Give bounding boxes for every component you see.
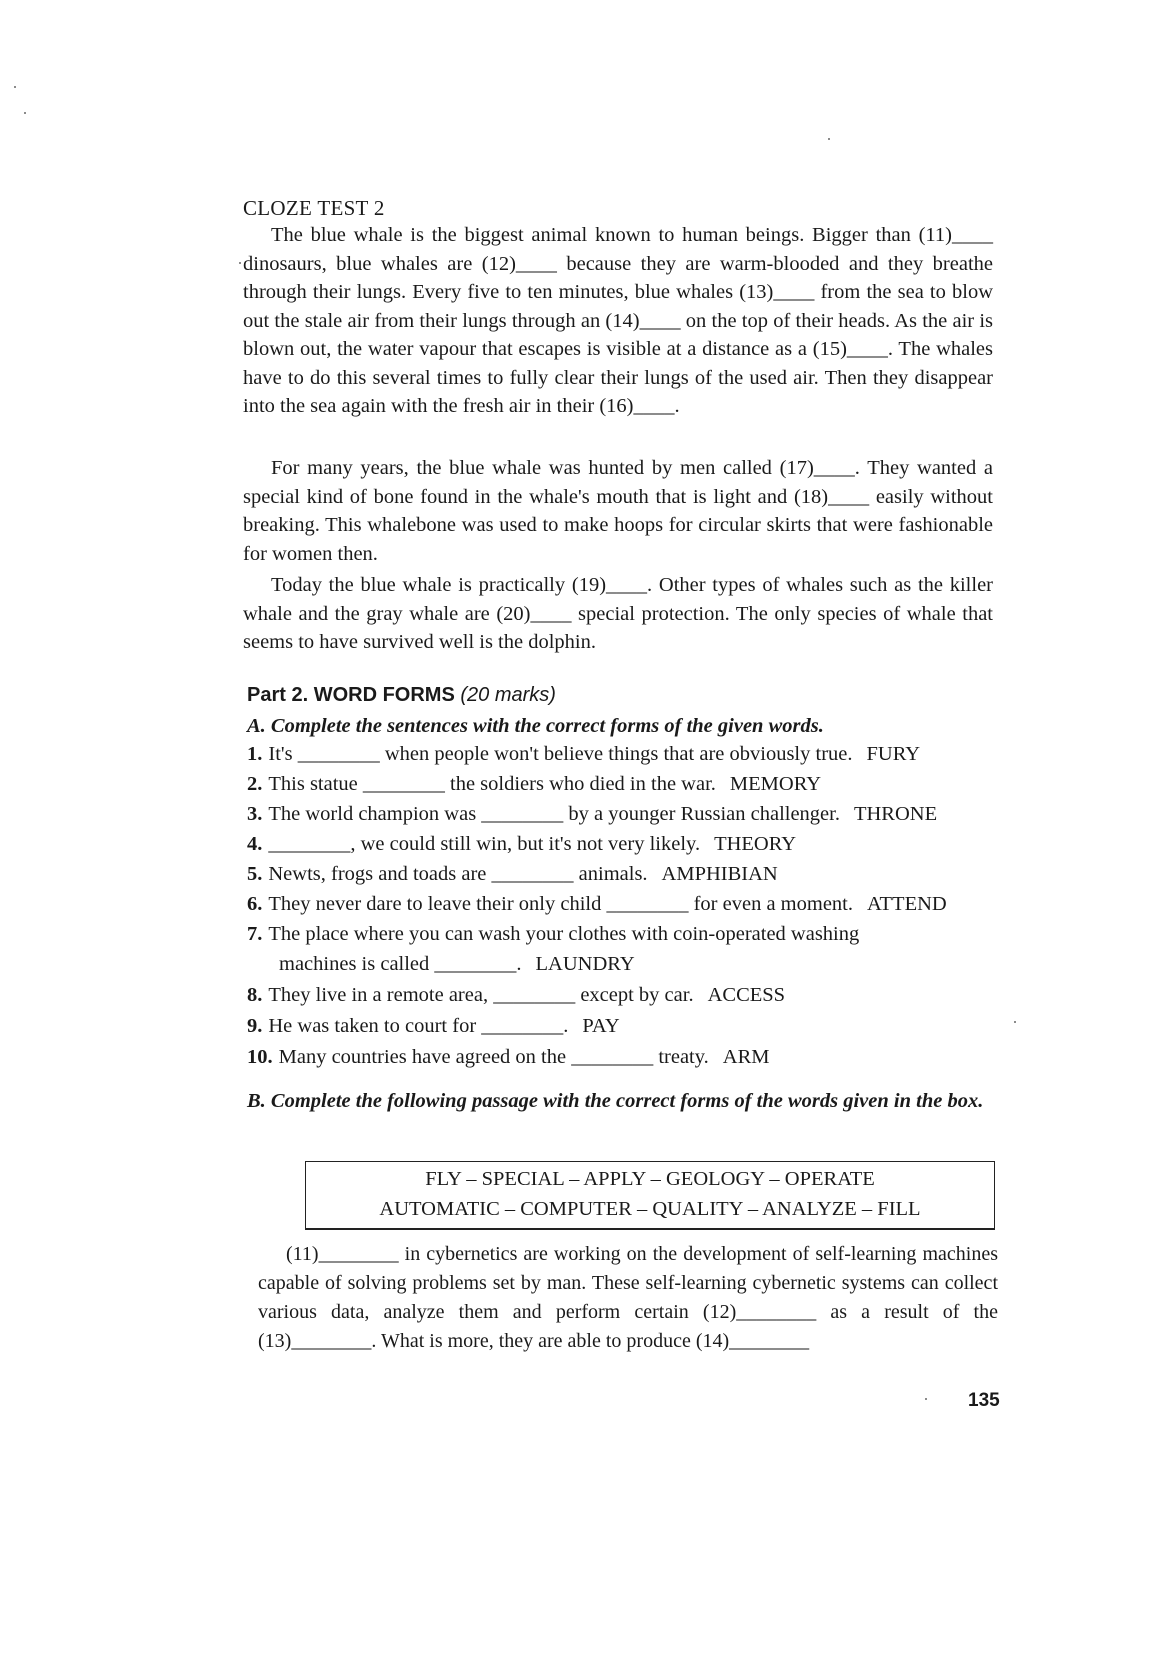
item-number: 10.	[247, 1046, 273, 1068]
item-root-word: AMPHIBIAN	[661, 863, 778, 885]
word-box	[305, 1161, 995, 1230]
item-continuation	[247, 949, 997, 979]
word-form-item	[247, 1011, 997, 1041]
item-root-word: THEORY	[714, 833, 797, 855]
cloze-paragraph-1: The blue whale is the biggest animal known to human beings. Bigger than (11)____ dinosaurs, blue whales are (12)____ because they are warm-blooded and they breathe through their lungs. Every five to ten minutes, blue whales (13)____ from the sea to blow out the stale air from their lungs through an (14)____ on the top of their heads. As the air is blown out, the water vapour that escapes is visible at a distance as a (15)____. The whales have to do this several times to fully clear their lungs of the used air. Then they disappear into the sea again with the fresh air in their (16)____.	[243, 224, 993, 417]
word-form-item	[247, 980, 997, 1010]
cloze-heading: CLOZE TEST 2	[243, 196, 385, 220]
item-number: 4.	[247, 833, 263, 855]
item-sentence-continued: machines is called ________.	[279, 953, 522, 975]
item-sentence: Many countries have agreed on the ________ treaty.	[278, 1046, 709, 1068]
item-number: 3.	[247, 803, 263, 825]
item-sentence: They never dare to leave their only child ________ for even a moment.	[268, 893, 853, 915]
word-form-item	[247, 889, 997, 919]
item-number: 5.	[247, 863, 263, 885]
scan-speck	[239, 262, 241, 264]
part2-title	[247, 684, 556, 707]
item-sentence: ________, we could still win, but it's not very likely.	[268, 833, 701, 855]
word-form-item	[247, 919, 997, 979]
scan-speck	[925, 1398, 927, 1400]
item-sentence: It's ________ when people won't believe things that are obviously true.	[268, 743, 853, 765]
item-root-word: FURY	[866, 743, 921, 765]
item-root-word: ACCESS	[707, 984, 786, 1006]
item-sentence: This statue ________ the soldiers who died in the war.	[268, 773, 716, 795]
instruction-a: A. Complete the sentences with the correct forms of the given words.	[247, 715, 824, 737]
item-root-word: LAUNDRY	[535, 953, 635, 975]
item-number: 7.	[247, 923, 263, 945]
passage-text: (11)________ in cybernetics are working on the development of self-learning machines capable of solving problems set by man. These self-learning cybernetic systems can collect various data, analyze them and perform certain (12)________ as a result of the (13)________. What is more, they are able to produce (14)________	[258, 1243, 998, 1352]
word-form-item	[247, 1042, 997, 1072]
word-form-item	[247, 829, 997, 859]
page-number: 135	[968, 1390, 1000, 1411]
item-sentence: He was taken to court for ________.	[268, 1015, 569, 1037]
word-form-item	[247, 769, 997, 799]
word-form-item	[247, 859, 997, 889]
item-sentence: The world champion was ________ by a younger Russian challenger.	[268, 803, 840, 825]
item-number: 2.	[247, 773, 263, 795]
cloze-paragraph-3: Today the blue whale is practically (19)____. Other types of whales such as the killer whale and the gray whale are (20)____ special protection. The only species of whale that seems to have survived well is the dolphin.	[243, 574, 993, 653]
item-root-word: MEMORY	[729, 773, 822, 795]
word-form-item	[247, 799, 997, 829]
item-number: 9.	[247, 1015, 263, 1037]
item-number: 6.	[247, 893, 263, 915]
item-sentence: They live in a remote area, ________ except by car.	[268, 984, 694, 1006]
word-box-line-2: AUTOMATIC – COMPUTER – QUALITY – ANALYZE – FILL	[379, 1198, 921, 1220]
part2-marks: (20 marks)	[460, 684, 556, 706]
item-root-word: ARM	[722, 1046, 770, 1068]
item-number: 8.	[247, 984, 263, 1006]
part2-title-text: Part 2. WORD FORMS	[247, 684, 455, 706]
item-root-word: PAY	[582, 1015, 620, 1037]
item-root-word: THRONE	[853, 803, 938, 825]
scan-speck	[1014, 1021, 1016, 1023]
instruction-b: B. Complete the following passage with the correct forms of the words given in the box.	[247, 1090, 984, 1112]
item-sentence: The place where you can wash your clothes with coin-operated washing	[268, 923, 860, 945]
scan-speck	[24, 112, 26, 114]
item-root-word: ATTEND	[867, 893, 947, 915]
cloze-paragraph-2: For many years, the blue whale was hunted by men called (17)____. They wanted a special kind of bone found in the whale's mouth that is light and (18)____ easily without breaking. This whalebone was used to make hoops for circular skirts that were fashionable for women then.	[243, 457, 993, 565]
word-form-item	[247, 739, 997, 769]
scan-speck	[14, 86, 16, 88]
item-sentence: Newts, frogs and toads are ________ animals.	[268, 863, 648, 885]
word-box-line-1: FLY – SPECIAL – APPLY – GEOLOGY – OPERATE	[425, 1168, 875, 1190]
item-number: 1.	[247, 743, 263, 765]
scan-speck	[828, 138, 830, 140]
